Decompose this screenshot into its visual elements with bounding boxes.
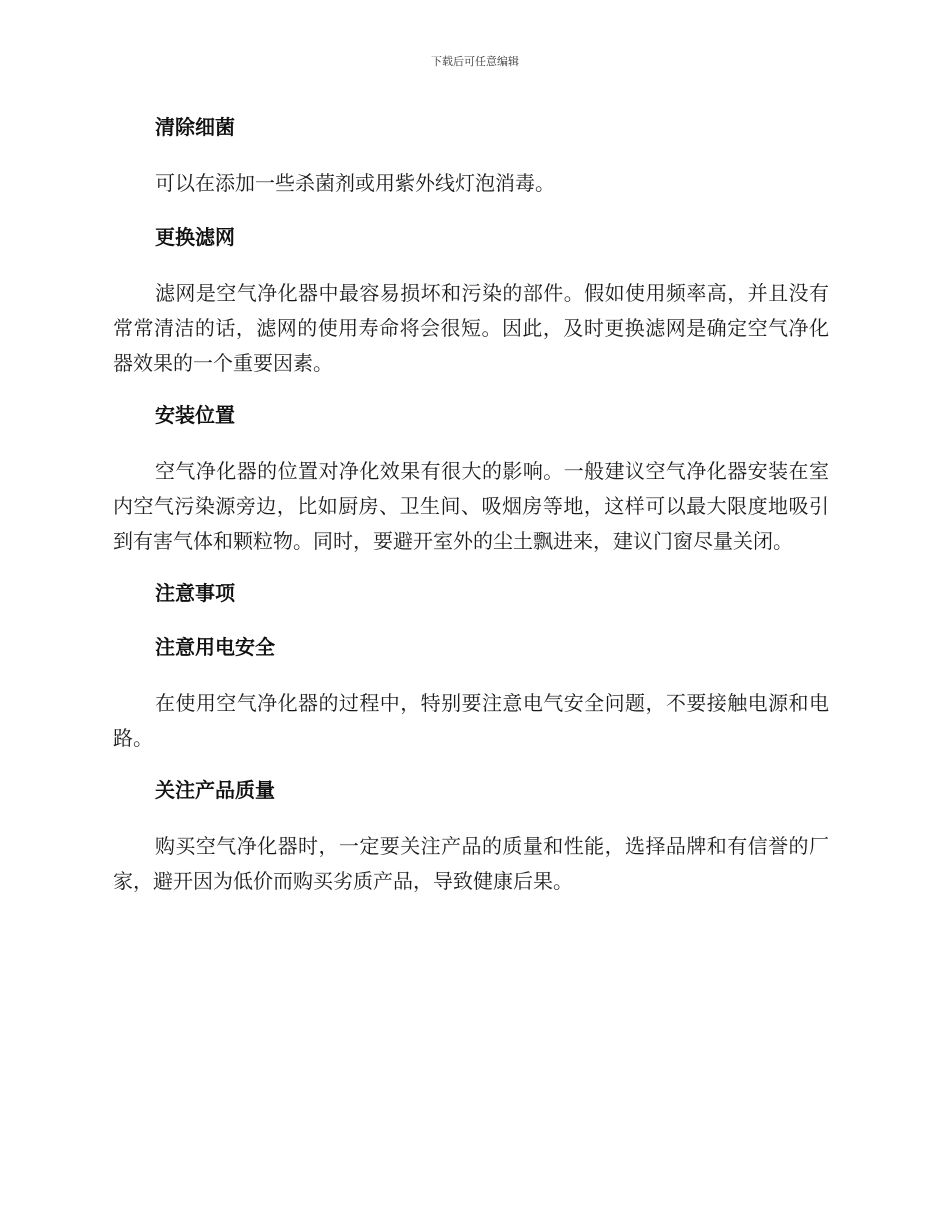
section-heading-install-location: 安装位置: [155, 403, 235, 427]
paragraph-clean-bacteria: 可以在添加一些杀菌剂或用紫外线灯泡消毒。: [155, 171, 555, 195]
section-heading-electrical-safety: 注意用电安全: [155, 635, 275, 659]
section-heading-clean-bacteria: 清除细菌: [155, 115, 235, 139]
paragraph-replace-filter: 滤网是空气净化器中最容易损坏和污染的部件。假如使用频率高，并且没有常常清洁的话，滤网的使用寿命将会很短。因此，及时更换滤网是确定空气净化器效果的一个重要因素。: [113, 281, 829, 375]
section-heading-replace-filter: 更换滤网: [155, 225, 235, 249]
paragraph-install-location: 空气净化器的位置对净化效果有很大的影响。一般建议空气净化器安装在室内空气污染源旁边，比如厨房、卫生间、吸烟房等地，这样可以最大限度地吸引到有害气体和颗粒物。同时，要避开室外的尘土飘进来，建议门窗尽量关闭。: [113, 459, 829, 553]
paragraph-product-quality: 购买空气净化器时，一定要关注产品的质量和性能，选择品牌和有信誉的厂家，避开因为低价而购买劣质产品，导致健康后果。: [113, 834, 829, 893]
section-heading-product-quality: 关注产品质量: [155, 778, 275, 802]
paragraph-electrical-safety: 在使用空气净化器的过程中，特别要注意电气安全问题，不要接触电源和电路。: [113, 691, 829, 750]
document-body: [113, 112, 829, 918]
section-heading-notes: 注意事项: [155, 581, 235, 605]
page-header: 下载后可任意编辑: [431, 55, 519, 68]
